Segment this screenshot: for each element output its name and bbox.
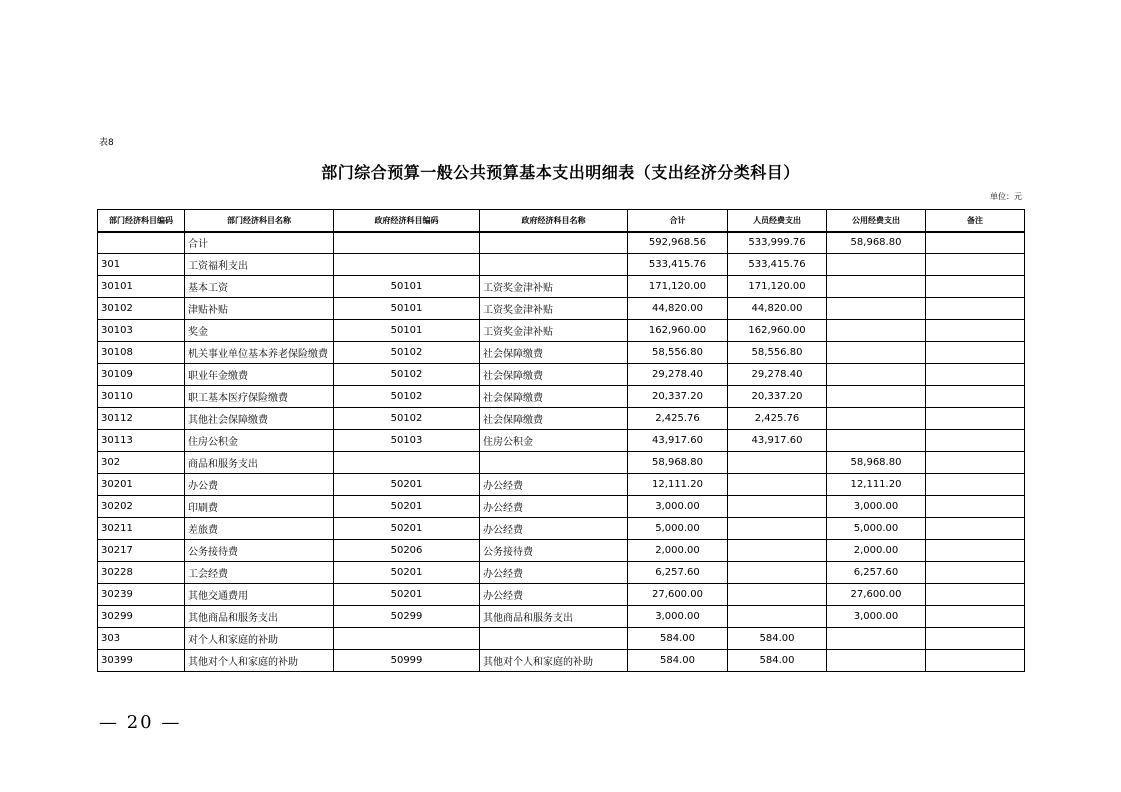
cell-dept-name: 其他社会保障缴费	[185, 408, 334, 430]
cell-personnel	[728, 562, 827, 584]
table-row	[98, 276, 1025, 298]
cell-dept-name: 其他商品和服务支出	[185, 606, 334, 628]
table-row	[98, 474, 1025, 496]
cell-total: 27,600.00	[628, 584, 728, 606]
cell-note	[926, 474, 1025, 496]
cell-dept-name: 工会经费	[185, 562, 334, 584]
cell-public	[827, 254, 926, 276]
cell-total: 43,917.60	[628, 430, 728, 452]
cell-note	[926, 606, 1025, 628]
cell-gov-code: 50101	[334, 276, 480, 298]
cell-public: 2,000.00	[827, 540, 926, 562]
cell-gov-name: 工资奖金津补贴	[480, 276, 628, 298]
cell-total: 58,968.80	[628, 452, 728, 474]
header-public: 公用经费支出	[827, 210, 926, 232]
cell-gov-code: 50103	[334, 430, 480, 452]
cell-public	[827, 276, 926, 298]
cell-personnel: 58,556.80	[728, 342, 827, 364]
cell-personnel	[728, 452, 827, 474]
cell-gov-name: 住房公积金	[480, 430, 628, 452]
table-row	[98, 606, 1025, 628]
table-row	[98, 298, 1025, 320]
cell-dept-code: 302	[98, 452, 185, 474]
cell-gov-code: 50201	[334, 474, 480, 496]
cell-total: 3,000.00	[628, 606, 728, 628]
header-dept-code: 部门经济科目编码	[98, 210, 185, 232]
cell-public	[827, 342, 926, 364]
cell-personnel	[728, 606, 827, 628]
table-number: 表8	[99, 138, 114, 148]
header-gov-name: 政府经济科目名称	[480, 210, 628, 232]
table-row	[98, 408, 1025, 430]
table-row	[98, 496, 1025, 518]
cell-personnel: 162,960.00	[728, 320, 827, 342]
cell-total: 162,960.00	[628, 320, 728, 342]
cell-dept-code: 30112	[98, 408, 185, 430]
cell-public: 3,000.00	[827, 606, 926, 628]
cell-gov-code: 50102	[334, 364, 480, 386]
cell-personnel	[728, 474, 827, 496]
cell-total: 2,000.00	[628, 540, 728, 562]
cell-dept-code	[98, 232, 185, 254]
cell-gov-name: 办公经费	[480, 496, 628, 518]
cell-gov-name: 社会保障缴费	[480, 408, 628, 430]
cell-gov-name	[480, 452, 628, 474]
cell-dept-name: 公务接待费	[185, 540, 334, 562]
cell-gov-code	[334, 628, 480, 650]
header-dept-name: 部门经济科目名称	[185, 210, 334, 232]
cell-gov-code	[334, 452, 480, 474]
table-row	[98, 518, 1025, 540]
cell-gov-name: 社会保障缴费	[480, 342, 628, 364]
cell-total: 171,120.00	[628, 276, 728, 298]
cell-gov-code: 50299	[334, 606, 480, 628]
cell-gov-code: 50102	[334, 408, 480, 430]
table-row	[98, 254, 1025, 276]
cell-gov-code: 50201	[334, 562, 480, 584]
cell-total: 12,111.20	[628, 474, 728, 496]
cell-note	[926, 496, 1025, 518]
cell-gov-name: 办公经费	[480, 518, 628, 540]
table-row	[98, 540, 1025, 562]
cell-personnel: 171,120.00	[728, 276, 827, 298]
cell-dept-code: 30202	[98, 496, 185, 518]
cell-personnel: 533,415.76	[728, 254, 827, 276]
cell-dept-code: 30299	[98, 606, 185, 628]
cell-public: 58,968.80	[827, 452, 926, 474]
cell-gov-name: 公务接待费	[480, 540, 628, 562]
cell-gov-name: 办公经费	[480, 474, 628, 496]
cell-dept-code: 303	[98, 628, 185, 650]
table-row	[98, 452, 1025, 474]
cell-note	[926, 364, 1025, 386]
cell-public: 58,968.80	[827, 232, 926, 254]
cell-public	[827, 320, 926, 342]
cell-public: 3,000.00	[827, 496, 926, 518]
cell-gov-name	[480, 232, 628, 254]
cell-personnel	[728, 496, 827, 518]
cell-dept-code: 30217	[98, 540, 185, 562]
cell-personnel: 20,337.20	[728, 386, 827, 408]
cell-personnel: 584.00	[728, 650, 827, 672]
cell-total: 20,337.20	[628, 386, 728, 408]
cell-personnel: 584.00	[728, 628, 827, 650]
cell-dept-code: 30228	[98, 562, 185, 584]
cell-note	[926, 408, 1025, 430]
table-row	[98, 342, 1025, 364]
cell-total: 584.00	[628, 628, 728, 650]
cell-public	[827, 408, 926, 430]
cell-gov-code: 50102	[334, 342, 480, 364]
cell-gov-name: 其他商品和服务支出	[480, 606, 628, 628]
cell-total: 58,556.80	[628, 342, 728, 364]
cell-note	[926, 320, 1025, 342]
cell-dept-name: 印刷费	[185, 496, 334, 518]
cell-dept-name: 基本工资	[185, 276, 334, 298]
cell-gov-code: 50201	[334, 496, 480, 518]
cell-dept-code: 30211	[98, 518, 185, 540]
cell-public	[827, 364, 926, 386]
cell-note	[926, 386, 1025, 408]
cell-gov-code: 50201	[334, 584, 480, 606]
header-note: 备注	[926, 210, 1025, 232]
header-personnel: 人员经费支出	[728, 210, 827, 232]
cell-dept-code: 30102	[98, 298, 185, 320]
cell-dept-name: 商品和服务支出	[185, 452, 334, 474]
cell-note	[926, 518, 1025, 540]
cell-dept-code: 30108	[98, 342, 185, 364]
cell-dept-name: 差旅费	[185, 518, 334, 540]
cell-personnel	[728, 584, 827, 606]
cell-note	[926, 584, 1025, 606]
cell-personnel: 29,278.40	[728, 364, 827, 386]
table-row	[98, 364, 1025, 386]
cell-note	[926, 276, 1025, 298]
cell-dept-code: 30113	[98, 430, 185, 452]
cell-dept-name: 对个人和家庭的补助	[185, 628, 334, 650]
cell-dept-name: 机关事业单位基本养老保险缴费	[185, 342, 334, 364]
cell-public	[827, 386, 926, 408]
table-row	[98, 232, 1025, 254]
cell-gov-name: 办公经费	[480, 584, 628, 606]
table-body	[98, 232, 1025, 672]
cell-dept-name: 其他对个人和家庭的补助	[185, 650, 334, 672]
cell-gov-name: 办公经费	[480, 562, 628, 584]
budget-table	[97, 209, 1025, 672]
table-row	[98, 430, 1025, 452]
cell-note	[926, 298, 1025, 320]
cell-note	[926, 342, 1025, 364]
cell-dept-name: 住房公积金	[185, 430, 334, 452]
table-row	[98, 562, 1025, 584]
cell-total: 592,968.56	[628, 232, 728, 254]
page-number: — 20 —	[99, 712, 182, 733]
cell-total: 5,000.00	[628, 518, 728, 540]
cell-gov-code: 50101	[334, 320, 480, 342]
table-header-row	[98, 210, 1025, 232]
cell-dept-code: 30103	[98, 320, 185, 342]
cell-personnel: 44,820.00	[728, 298, 827, 320]
cell-dept-code: 30399	[98, 650, 185, 672]
cell-note	[926, 562, 1025, 584]
cell-gov-name: 社会保障缴费	[480, 386, 628, 408]
table-row	[98, 320, 1025, 342]
cell-public	[827, 430, 926, 452]
cell-dept-name: 津贴补贴	[185, 298, 334, 320]
cell-gov-name: 其他对个人和家庭的补助	[480, 650, 628, 672]
cell-public: 5,000.00	[827, 518, 926, 540]
cell-dept-name: 职业年金缴费	[185, 364, 334, 386]
cell-gov-code	[334, 232, 480, 254]
cell-public	[827, 650, 926, 672]
cell-public: 6,257.60	[827, 562, 926, 584]
cell-personnel: 533,999.76	[728, 232, 827, 254]
cell-total: 44,820.00	[628, 298, 728, 320]
cell-total: 3,000.00	[628, 496, 728, 518]
cell-total: 533,415.76	[628, 254, 728, 276]
cell-gov-code: 50206	[334, 540, 480, 562]
cell-dept-name: 职工基本医疗保险缴费	[185, 386, 334, 408]
cell-dept-name: 工资福利支出	[185, 254, 334, 276]
document-title: 部门综合预算一般公共预算基本支出明细表（支出经济分类科目）	[321, 163, 800, 182]
cell-dept-code: 301	[98, 254, 185, 276]
cell-gov-name: 工资奖金津补贴	[480, 320, 628, 342]
cell-gov-code	[334, 254, 480, 276]
unit-label: 单位：元	[990, 192, 1022, 201]
cell-gov-code: 50201	[334, 518, 480, 540]
cell-dept-name: 合计	[185, 232, 334, 254]
cell-personnel: 2,425.76	[728, 408, 827, 430]
cell-note	[926, 650, 1025, 672]
cell-dept-name: 其他交通费用	[185, 584, 334, 606]
cell-gov-name: 社会保障缴费	[480, 364, 628, 386]
cell-note	[926, 430, 1025, 452]
cell-dept-code: 30239	[98, 584, 185, 606]
cell-gov-name	[480, 628, 628, 650]
table-row	[98, 650, 1025, 672]
cell-dept-code: 30109	[98, 364, 185, 386]
cell-dept-name: 奖金	[185, 320, 334, 342]
cell-total: 6,257.60	[628, 562, 728, 584]
cell-note	[926, 232, 1025, 254]
cell-public: 27,600.00	[827, 584, 926, 606]
header-gov-code: 政府经济科目编码	[334, 210, 480, 232]
cell-note	[926, 540, 1025, 562]
table-row	[98, 628, 1025, 650]
table-row	[98, 584, 1025, 606]
cell-public: 12,111.20	[827, 474, 926, 496]
header-total: 合计	[628, 210, 728, 232]
cell-note	[926, 628, 1025, 650]
cell-note	[926, 254, 1025, 276]
cell-note	[926, 452, 1025, 474]
cell-dept-code: 30201	[98, 474, 185, 496]
cell-personnel: 43,917.60	[728, 430, 827, 452]
cell-gov-code: 50101	[334, 298, 480, 320]
cell-dept-code: 30110	[98, 386, 185, 408]
cell-gov-code: 50102	[334, 386, 480, 408]
cell-gov-name	[480, 254, 628, 276]
cell-public	[827, 298, 926, 320]
cell-gov-code: 50999	[334, 650, 480, 672]
cell-total: 29,278.40	[628, 364, 728, 386]
cell-total: 584.00	[628, 650, 728, 672]
table-row	[98, 386, 1025, 408]
cell-dept-name: 办公费	[185, 474, 334, 496]
cell-total: 2,425.76	[628, 408, 728, 430]
cell-public	[827, 628, 926, 650]
cell-dept-code: 30101	[98, 276, 185, 298]
cell-personnel	[728, 518, 827, 540]
cell-gov-name: 工资奖金津补贴	[480, 298, 628, 320]
cell-personnel	[728, 540, 827, 562]
